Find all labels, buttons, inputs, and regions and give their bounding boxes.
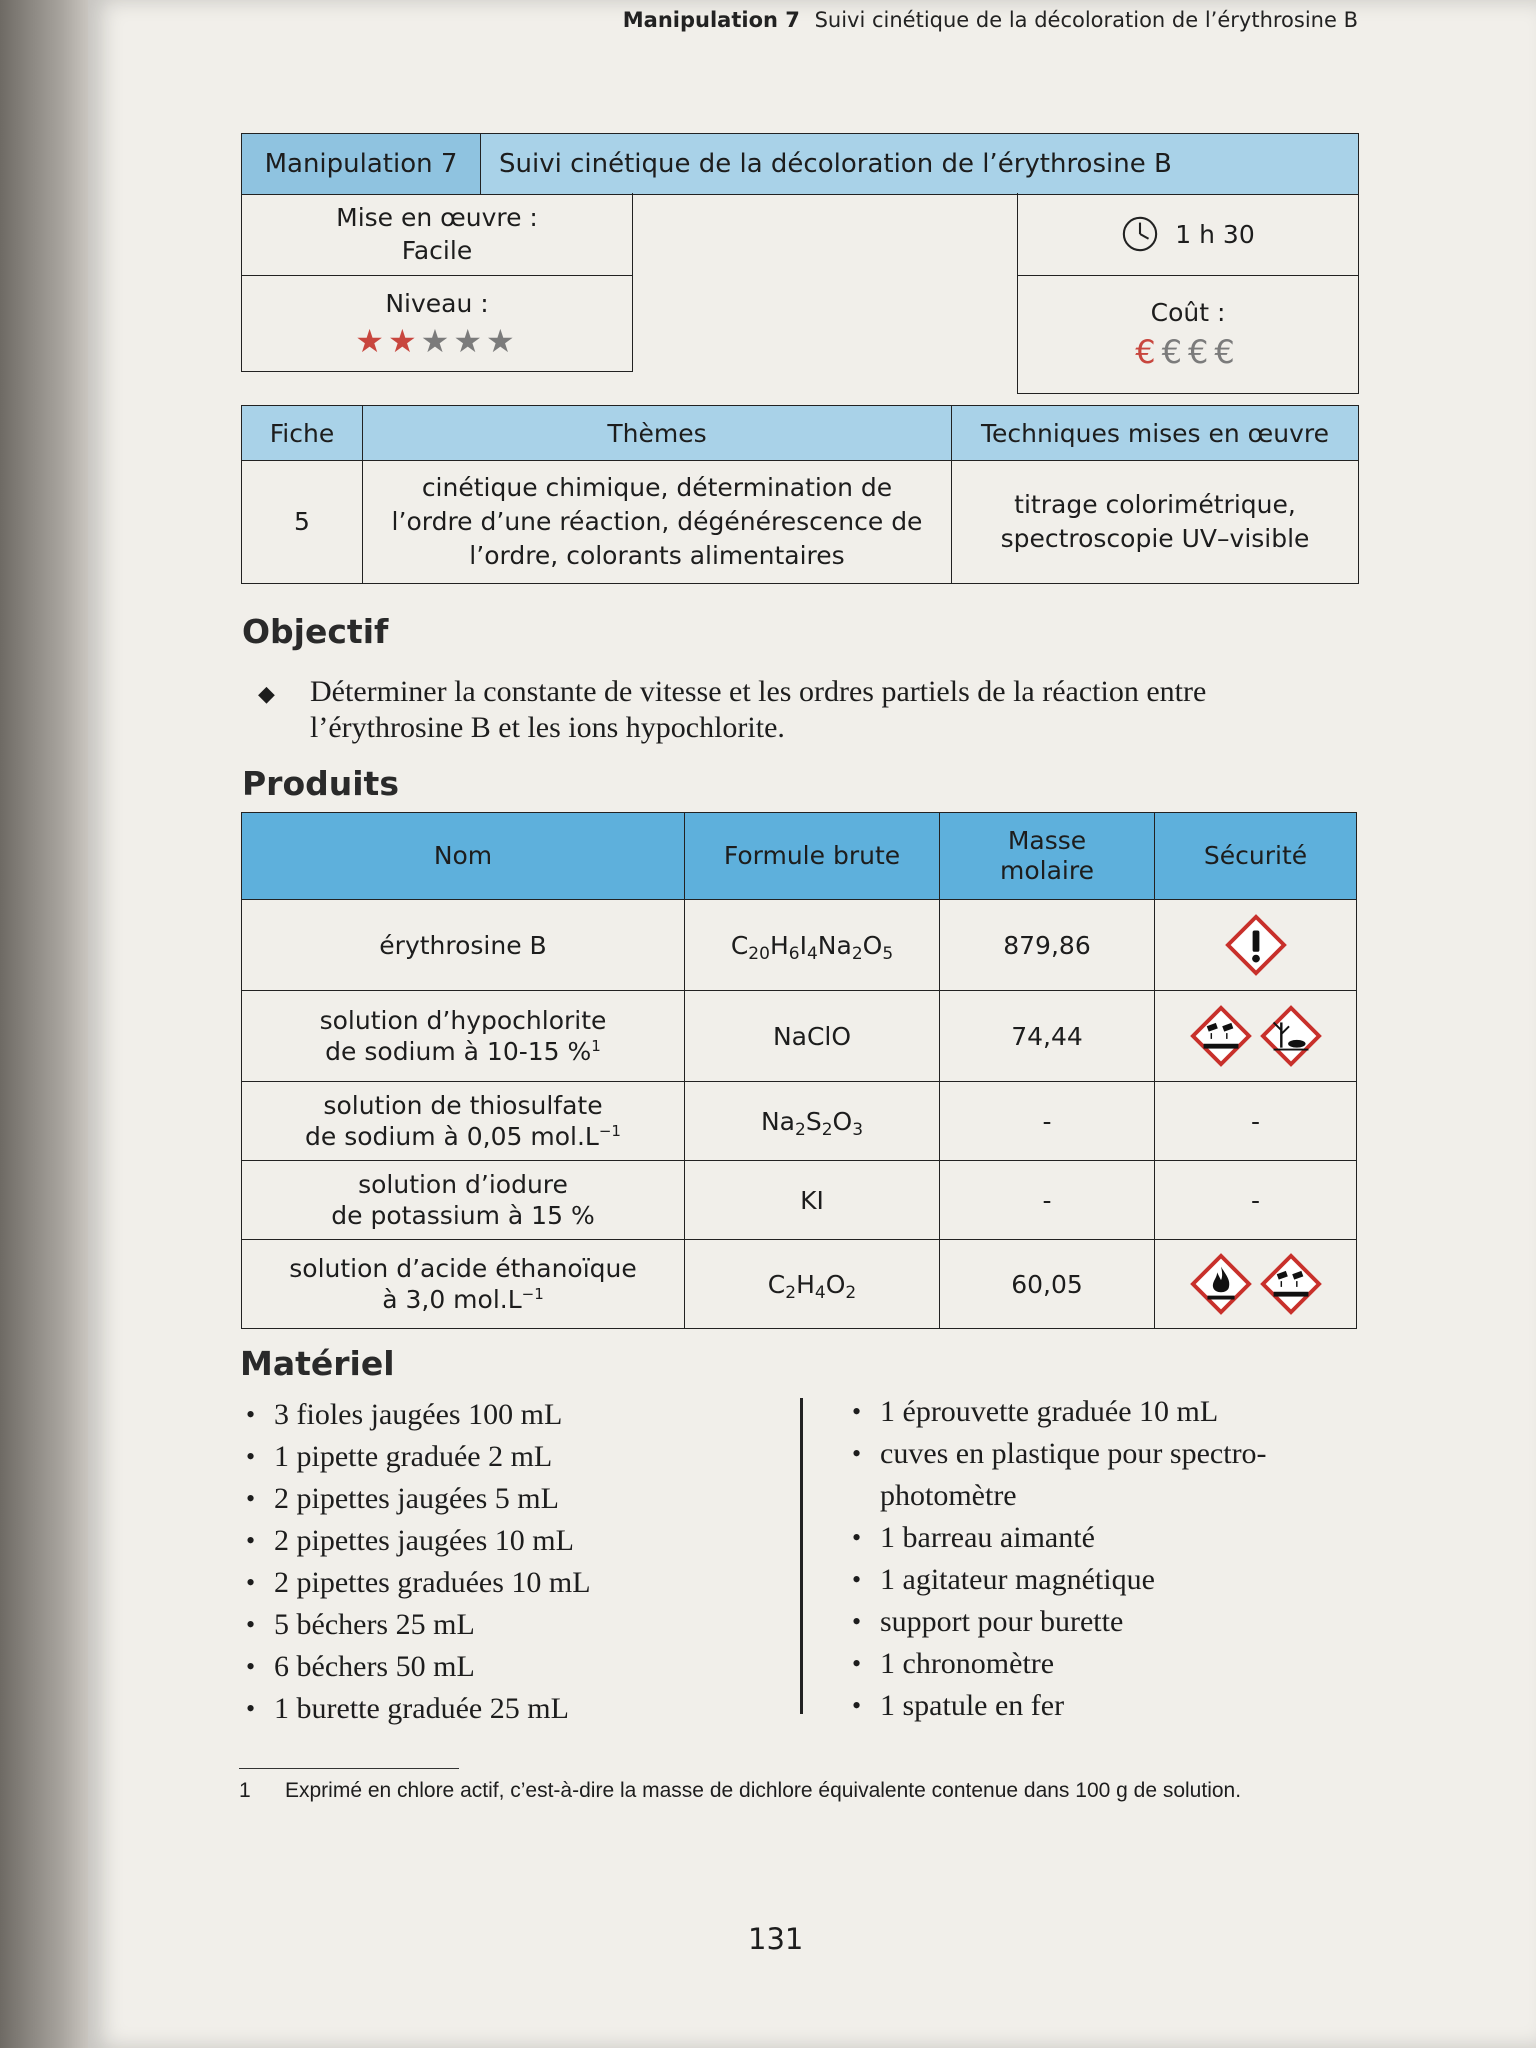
corrosive-hazard-icon (1186, 1020, 1256, 1049)
produit-nom-line2 (243, 1036, 683, 1067)
time-cost-box (1017, 193, 1359, 394)
diamond-bullet-icon: ◆ (258, 681, 275, 706)
footnote-text: Exprimé en chlore actif, c’est-à-dire la masse de dichlore équivalente contenue dans 100 g de solution. (285, 1779, 1242, 1802)
themes-cell: cinétique chimique, détermination de l’ordre d’une réaction, dégénérescence de l’ordre, colorants alimentaires (363, 461, 952, 584)
produit-formule (685, 900, 940, 991)
formula-subscript: 4 (814, 1282, 826, 1303)
fiche-table (241, 405, 1359, 584)
produit-nom-line2-text: à 3,0 mol.L (382, 1285, 522, 1314)
materiel-item: • 6 béchers 50 mL (246, 1646, 786, 1688)
materiel-item: • 1 agitateur magnétique (852, 1559, 1352, 1601)
manipulation-title-bar (241, 133, 1359, 195)
produit-securite: - (1155, 1161, 1357, 1240)
materiel-divider (800, 1398, 803, 1714)
formula-element: KI (800, 1185, 824, 1215)
formula-subscript: 4 (806, 943, 818, 964)
formula-subscript: 2 (785, 1282, 797, 1303)
produit-securite (1155, 1240, 1357, 1329)
flammable-hazard-icon (1186, 1268, 1256, 1297)
formula-subscript: 2 (851, 943, 863, 964)
mise-en-oeuvre-value: Facile (401, 236, 473, 265)
footnote-mark: 1 (591, 1037, 601, 1055)
materiel-item: • 5 béchers 25 mL (246, 1604, 786, 1646)
manipulation-title: Suivi cinétique de la décoloration de l’érythrosine B (499, 149, 1172, 179)
materiel-item: • cuves en plastique pour spectro-photomètre (852, 1433, 1352, 1517)
star-icon: ★ (486, 321, 519, 360)
produit-row (242, 900, 1357, 991)
formula-element: Na (760, 1106, 795, 1136)
materiel-item: • 1 pipette graduée 2 mL (246, 1436, 786, 1478)
formula-element: H (769, 930, 789, 960)
formula-subscript: 6 (788, 943, 800, 964)
produit-nom-line2-text: de potassium à 15 % (331, 1201, 595, 1230)
produit-formule (685, 1161, 940, 1240)
produit-nom (242, 900, 685, 991)
exclamation-hazard-icon (1221, 929, 1291, 958)
euro-icon: € (1161, 332, 1188, 371)
manipulation-info-box (241, 133, 1359, 395)
materiel-item: • 1 éprouvette graduée 10 mL (852, 1391, 1352, 1433)
star-icon: ★ (453, 321, 487, 360)
produit-securite: - (1155, 1082, 1357, 1161)
niveau-rating (355, 321, 519, 360)
produit-securite (1155, 900, 1357, 991)
produit-masse: - (940, 1161, 1155, 1240)
produit-nom-line2 (243, 1284, 683, 1315)
cout-label: Coût : (1150, 297, 1226, 327)
niveau-label: Niveau : (385, 288, 489, 318)
produit-row (242, 1161, 1357, 1240)
materiel-item: • 2 pipettes graduées 10 mL (246, 1562, 786, 1604)
materiel-item: • 2 pipettes jaugées 5 mL (246, 1478, 786, 1520)
techniques-cell: titrage colorimétrique, spectroscopie UV–visible (952, 461, 1359, 584)
formula-element: I (799, 930, 807, 960)
produit-row (242, 1082, 1357, 1161)
cout-rating (1135, 333, 1240, 371)
produit-nom (242, 1161, 685, 1240)
star-icon: ★ (355, 321, 388, 360)
produit-formule (685, 1240, 940, 1329)
running-header-title: Suivi cinétique de la décoloration de l’érythrosine B (814, 8, 1358, 32)
materiel-item: • 1 spatule en fer (852, 1685, 1352, 1727)
footnote-rule (239, 1768, 459, 1769)
formula-element: NaClO (772, 1021, 852, 1051)
formula-element: O (825, 1269, 846, 1299)
fiche-number: 5 (242, 461, 363, 584)
formula-subscript: 2 (794, 1119, 806, 1140)
materiel-item: • 1 barreau aimanté (852, 1517, 1352, 1559)
formula-subscript: 3 (852, 1119, 864, 1140)
produits-heading: Produits (242, 764, 399, 803)
themes-header: Thèmes (363, 406, 952, 461)
materiel-item: • 1 chronomètre (852, 1643, 1352, 1685)
running-header (623, 8, 1358, 32)
materiel-heading: Matériel (240, 1344, 395, 1383)
materiel-item: • 1 burette graduée 25 mL (246, 1688, 786, 1730)
produit-nom-line2-text: de sodium à 0,05 mol.L (305, 1122, 599, 1151)
produit-nom-line2 (243, 1200, 683, 1231)
formula-element: C (767, 1269, 786, 1299)
duration-value: 1 h 30 (1175, 219, 1255, 249)
objectif-heading: Objectif (242, 612, 389, 651)
securite-header: Sécurité (1155, 813, 1357, 900)
star-icon: ★ (387, 321, 421, 360)
formula-element: Na (817, 930, 852, 960)
produit-row (242, 991, 1357, 1082)
unit-exponent: −1 (521, 1285, 544, 1303)
materiel-item: • support pour burette (852, 1601, 1352, 1643)
unit-exponent: −1 (598, 1122, 621, 1140)
materiel-list-right (852, 1391, 1352, 1727)
techniques-header: Techniques mises en œuvre (952, 406, 1359, 461)
objectif-item (258, 674, 1358, 746)
book-gutter (0, 0, 88, 2048)
produit-nom-line1: solution de thiosulfate (323, 1091, 603, 1120)
euro-icon: € (1188, 332, 1215, 371)
produit-nom (242, 991, 685, 1082)
formule-header: Formule brute (685, 813, 940, 900)
produit-formule (685, 991, 940, 1082)
produit-masse: - (940, 1082, 1155, 1161)
produit-nom-line2 (243, 1121, 683, 1152)
produit-nom (242, 1082, 685, 1161)
formula-element: S (805, 1106, 822, 1136)
formula-subscript: 2 (845, 1282, 857, 1303)
produit-nom-line1: solution d’iodure (358, 1170, 568, 1199)
page-number: 131 (748, 1922, 804, 1956)
formula-element: O (862, 930, 883, 960)
formula-element: C (730, 930, 749, 960)
formula-element: O (832, 1106, 853, 1136)
produit-formule (685, 1082, 940, 1161)
materiel-item: • 2 pipettes jaugées 10 mL (246, 1520, 786, 1562)
produit-nom-line1: solution d’acide éthanoïque (289, 1254, 637, 1283)
masse-header: Masse molaire (940, 813, 1155, 900)
materiel-item: • 3 fioles jaugées 100 mL (246, 1394, 786, 1436)
objectif-text: Déterminer la constante de vitesse et les ordres partiels de la réaction entre l’érythrosine B et les ions hypochlorite. (310, 675, 1207, 744)
produit-nom-line1: solution d’hypochlorite (319, 1006, 607, 1035)
produit-masse: 879,86 (940, 900, 1155, 991)
produits-table (241, 812, 1357, 1329)
manipulation-number: Manipulation 7 (242, 134, 481, 194)
running-header-label: Manipulation 7 (622, 8, 800, 32)
produit-masse: 74,44 (940, 991, 1155, 1082)
produit-nom-line2-text: de sodium à 10-15 % (325, 1037, 592, 1066)
formula-element: H (796, 1269, 815, 1299)
mise-en-oeuvre-label: Mise en œuvre : (336, 203, 538, 232)
formula-subscript: 20 (748, 943, 770, 964)
fiche-header: Fiche (242, 406, 363, 461)
star-icon: ★ (420, 321, 454, 360)
produit-nom-line1: érythrosine B (379, 930, 547, 960)
formula-subscript: 5 (882, 943, 894, 964)
euro-icon: € (1214, 332, 1241, 371)
difficulty-box (241, 193, 633, 372)
materiel-list-left (246, 1394, 786, 1730)
nom-header: Nom (242, 813, 685, 900)
corrosive-hazard-icon (1256, 1268, 1326, 1297)
environment-hazard-icon (1256, 1020, 1326, 1049)
produit-securite (1155, 991, 1357, 1082)
formula-subscript: 2 (821, 1119, 833, 1140)
euro-icon: € (1135, 332, 1162, 371)
produit-nom (242, 1240, 685, 1329)
footnote-number: 1 (239, 1779, 251, 1802)
footnote (239, 1776, 1359, 1806)
clock-icon (1121, 215, 1159, 253)
produit-masse: 60,05 (940, 1240, 1155, 1329)
produit-row (242, 1240, 1357, 1329)
